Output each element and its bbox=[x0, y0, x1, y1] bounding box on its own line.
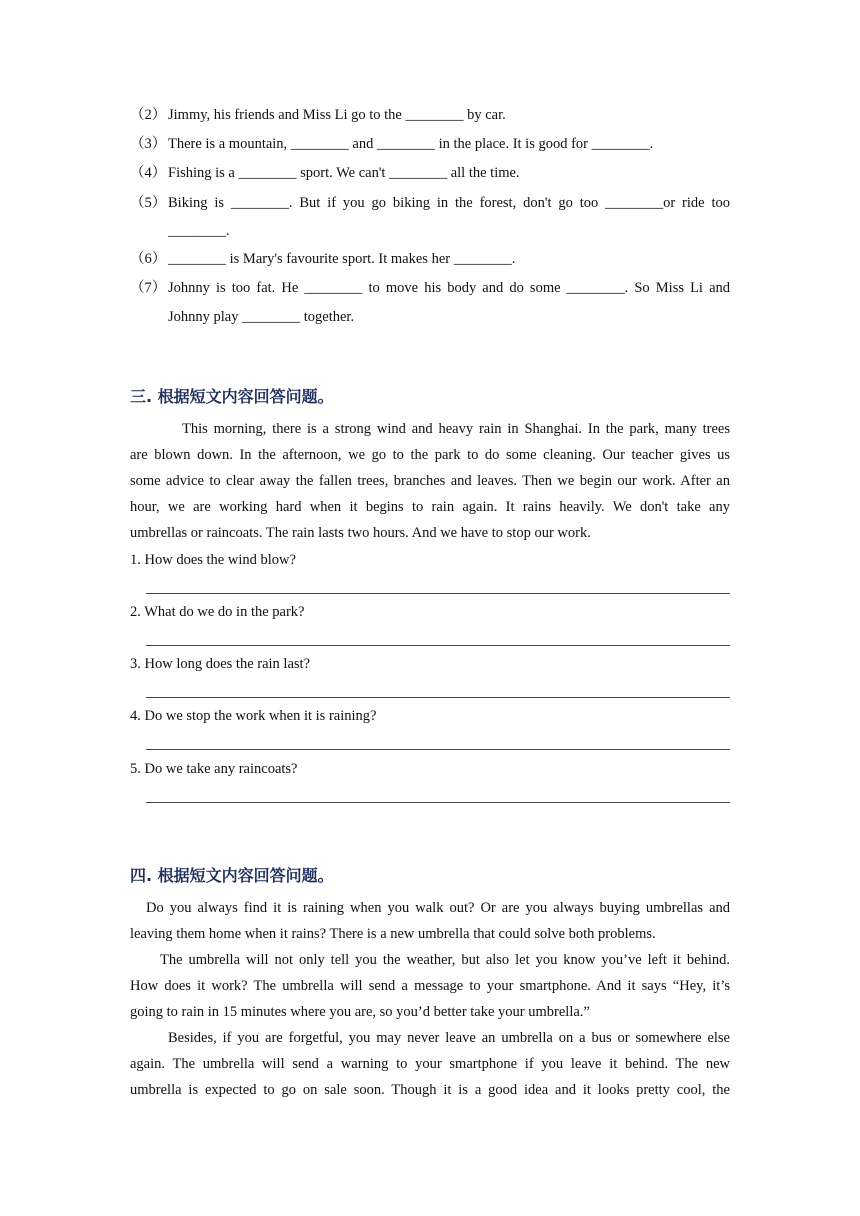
item-text-line2: Johnny play ________ together. bbox=[168, 309, 355, 325]
question: 4. Do we stop the work when it is raining? bbox=[130, 708, 377, 724]
passage-line: some advice to clear away the fallen trees, branches and leaves. Then we begin our work. After an bbox=[130, 473, 730, 489]
item-text: Fishing is a ________ sport. We can't ________ all the time. bbox=[168, 165, 520, 181]
passage-line: Besides, if you are forgetful, you may never leave an umbrella on a bus or somewhere else bbox=[168, 1030, 730, 1046]
passage-line: going to rain in 15 minutes where you are, so you’d better take your umbrella.” bbox=[130, 1004, 590, 1020]
passage-line: umbrella is expected to go on sale soon. Though it is a good idea and it looks pretty cool, the bbox=[130, 1082, 730, 1098]
item-number: （7） bbox=[130, 280, 167, 296]
item-text: Jimmy, his friends and Miss Li go to the ________ by car. bbox=[168, 107, 506, 123]
question: 1. How does the wind blow? bbox=[130, 552, 296, 568]
passage-line: Do you always find it is raining when you walk out? Or are you always buying umbrellas and bbox=[146, 900, 730, 916]
answer-line[interactable] bbox=[146, 802, 730, 803]
passage-line: are blown down. In the afternoon, we go to the park to do some cleaning. Our teacher gives us bbox=[130, 447, 730, 463]
answer-line[interactable] bbox=[146, 697, 730, 698]
item-number: （4） bbox=[130, 165, 167, 181]
passage-line: umbrellas or raincoats. The rain lasts two hours. And we have to stop our work. bbox=[130, 525, 591, 541]
item-number: （6） bbox=[130, 251, 167, 267]
passage-line: The umbrella will not only tell you the weather, but also let you know you’ve left it behind. bbox=[160, 952, 730, 968]
passage-line: This morning, there is a strong wind and heavy rain in Shanghai. In the park, many trees bbox=[182, 421, 730, 437]
passage-line: hour, we are working hard when it begins to rain again. It rains heavily. We don't take any bbox=[130, 499, 730, 515]
question: 5. Do we take any raincoats? bbox=[130, 761, 298, 777]
item-text-line1: Biking is ________. But if you go biking in the forest, don't go too ________or ride too bbox=[168, 195, 730, 211]
list-item bbox=[130, 279, 730, 327]
section-heading: 三. 根据短文内容回答问题。 bbox=[130, 387, 334, 406]
question: 2. What do we do in the park? bbox=[130, 604, 305, 620]
section-heading: 四. 根据短文内容回答问题。 bbox=[130, 866, 334, 885]
item-text: There is a mountain, ________ and ________ in the place. It is good for ________. bbox=[168, 136, 654, 152]
answer-line[interactable] bbox=[146, 749, 730, 750]
item-text: ________ is Mary's favourite sport. It makes her ________. bbox=[168, 251, 516, 267]
item-text-line2: ________. bbox=[168, 223, 230, 239]
item-text-line1: Johnny is too fat. He ________ to move his body and do some ________. So Miss Li and bbox=[168, 280, 730, 296]
item-number: （2） bbox=[130, 107, 167, 123]
answer-line[interactable] bbox=[146, 593, 730, 594]
passage-line: leaving them home when it rains? There is a new umbrella that could solve both problems. bbox=[130, 926, 656, 942]
answer-line[interactable] bbox=[146, 645, 730, 646]
passage-line: How does it work? The umbrella will send a message to your smartphone. And it says “Hey, it’s bbox=[130, 978, 730, 994]
item-number: （5） bbox=[130, 195, 167, 211]
list-item bbox=[130, 194, 730, 242]
question: 3. How long does the rain last? bbox=[130, 656, 311, 672]
passage-line: again. The umbrella will send a warning to your smartphone if you leave it behind. The new bbox=[130, 1056, 730, 1072]
item-number: （3） bbox=[130, 136, 167, 152]
